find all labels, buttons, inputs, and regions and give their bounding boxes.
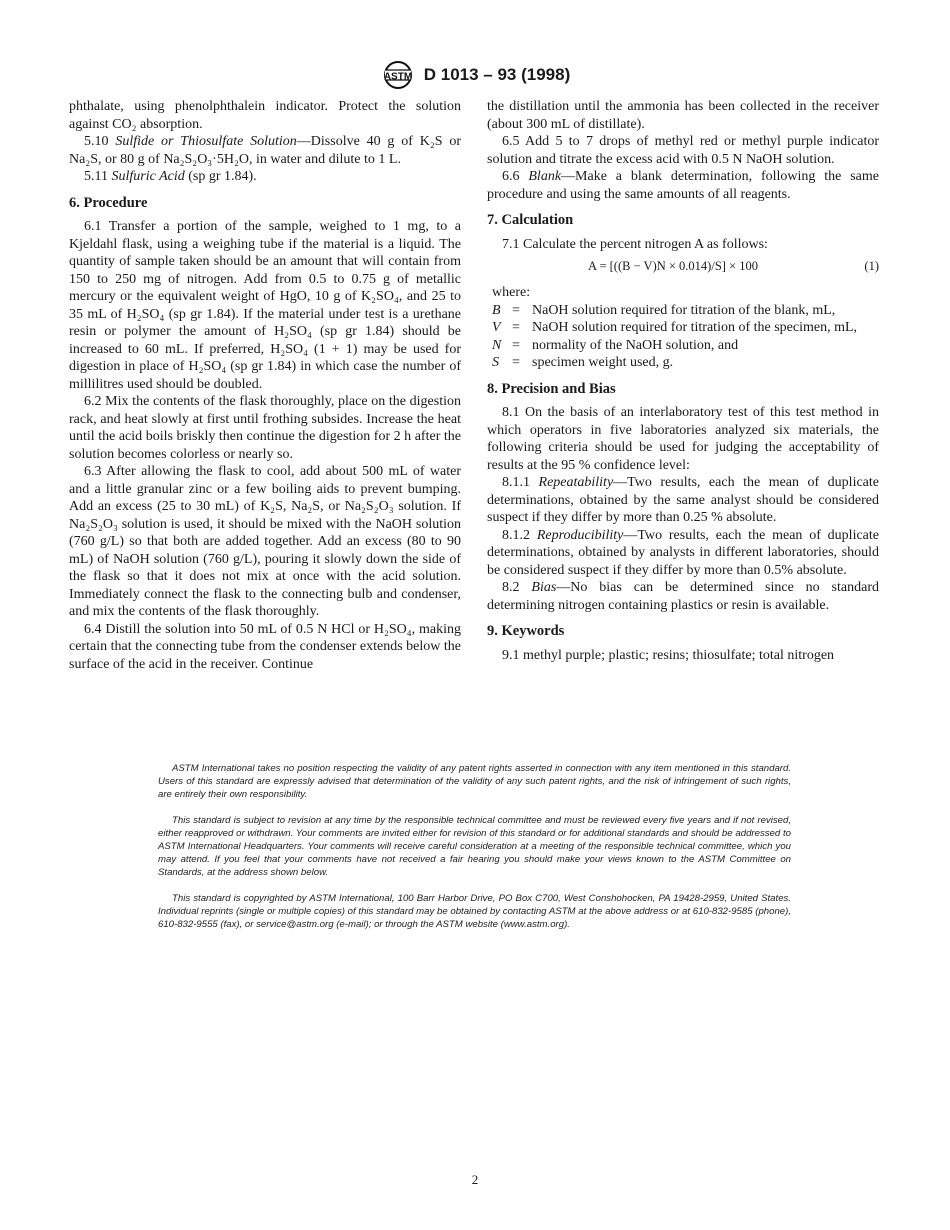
paragraph-8-1-2: 8.1.2 Reproducibility—Two results, each the mean of duplicate determinations, obtained by analysts in different laboratories, should be considered suspect if they differ by more than 0.5% absolute. [487,527,879,578]
patent-notice: ASTM International takes no position respecting the validity of any patent rights asserted in connection with any item mentioned in this standard. Users of this standard are expressly advised that determination of the validity of any such patent rights, and the risk of infringement of such rights, are entirely their own responsibility. [158,763,791,800]
astm-logo-icon [380,60,416,90]
variable-list [492,302,879,372]
variable-row: V = NaOH solution required for titration of the specimen, mL, [492,320,858,335]
variable-row: N = normality of the NaOH solution, and [492,337,739,353]
section-5-10: 5.10 Sulfide or Thiosulfate Solution—Dissolve 40 g of K₂S or Na₂S, or 80 g of Na₂S₂O₃·5H₂O, in water and dilute to 1 L. [69,134,461,167]
left-column [69,98,461,673]
variable-row: S = specimen weight used, g. [492,355,674,370]
page-header [0,60,950,90]
paragraph-8-1-1: 8.1.1 Repeatability—Two results, each the mean of duplicate determinations, obtained by the same analyst should be considered suspect if they differ by more than 0.25 % absolute. [487,475,879,525]
where-label: where: [492,285,531,300]
right-column [487,98,879,664]
heading-keywords: 9. Keywords [487,623,565,639]
paragraph-6-2: 6.2 Mix the contents of the flask thoroughly, place on the digestion rack, and heat slowly at first until frothing subsides. Increase the heat until the acid boils briskly then continue the digestion for 2 h after the solution becomes colorless or nearly so. [69,394,461,462]
paragraph-6-3: 6.3 After allowing the flask to cool, add about 500 mL of water and a little granular zinc or a few boiling aids to prevent bumping. Add an excess (25 to 30 mL) of K₂S, Na₂S, or Na₂S₂O₃ solution. If Na₂S₂O₃ solution is used, it should be mixed with the NaOH solution (760 g/L) so that both are added together. Add an excess (80 to 90 mL) of NaOH solution (760 g/L), pouring it slowly down the side of the flask so that it does not mix at once with the acid solution. Immediately connect the flask to the connecting bulb and condenser, and mix the contents of the flask thoroughly. [69,464,461,619]
section-title: Sulfuric Acid [111,169,185,184]
paragraph-6-6: 6.6 Blank—Make a blank determination, following the same procedure and using the same amounts of all reagents. [487,169,879,202]
continued-paragraph: phthalate, using phenolphthalein indicator. Protect the solution against CO₂ absorption. [69,99,461,132]
paragraph-7-1: 7.1 Calculate the percent nitrogen A as follows: [502,236,768,252]
paragraph-8-2: 8.2 Bias—No bias can be determined since no standard determining nitrogen containing plastics or resin is available. [487,580,879,613]
heading-calculation: 7. Calculation [487,212,574,228]
equation-expression: A = [((B − V)N × 0.014)/S] × 100 [588,259,758,273]
paragraph-6-4: 6.4 Distill the solution into 50 mL of 0.5 N HCl or H₂SO₄, making certain that the connecting tube from the condenser extends below the surface of the acid in the receiver. Continue [69,621,461,672]
heading-precision-bias: 8. Precision and Bias [487,380,616,397]
paragraph-9-1: 9.1 methyl purple; plastic; resins; thiosulfate; total nitrogen [502,647,835,663]
paragraph-6-1: 6.1 Transfer a portion of the sample, weighed to 1 mg, to a Kjeldahl flask, using a weighing tube if the material is a liquid. The quantity of sample taken should be an amount that will contain from 150 to 250 mg of nitrogen. Add from 0.5 to 0.75 g of metallic mercury or the equivalent weight of HgO, 10 g of K₂SO₄, and 25 to 35 mL of H₂SO₄ (sp gr 1.84). If the material under test is a urethane resin or polymer the amount of H₂SO₄ (sp gr 1.84) should be increased to 60 mL. If preferred, H₂SO₄ (1 + 1) may be used for digestion in place of H₂SO₄ (sp gr 1.84) in which case the number of millilitres used should be doubled. [69,219,461,392]
equation-1 [487,256,879,278]
heading-procedure: 6. Procedure [69,194,148,211]
document-designation: D 1013 – 93 (1998) [423,65,571,84]
svg-text:ASTM: ASTM [383,71,412,83]
equation-number: (1) [864,259,879,273]
variable-row: B = NaOH solution required for titration of the blank, mL, [492,302,836,318]
paragraph-6-5: 6.5 Add 5 to 7 drops of methyl red or methyl purple indicator solution and titrate the excess acid with 0.5 N NaOH solution. [487,134,879,167]
section-title: Sulfide or Thiosulfate Solution [115,134,297,149]
copyright-notice: This standard is copyrighted by ASTM International, 100 Barr Harbor Drive, PO Box C700, West Conshohocken, PA 19428-2959, United States. Individual reprints (single or multiple copies) of this standard may be obtained by contacting ASTM at the above address or at 610-832-9585 (phone), 610-832-9555 (fax), or service@astm.org (e-mail); or through the ASTM website (www.astm.org). [158,893,791,930]
paragraph-8-1: 8.1 On the basis of an interlaboratory test of this test method in which operators in five laboratories analyzed six materials, the following criteria should be used for judging the acceptability of results at the 95 % confidence level: [487,405,879,473]
legal-notices [158,762,791,944]
section-5-11: 5.11 Sulfuric Acid (sp gr 1.84). [84,169,257,184]
continued-paragraph: the distillation until the ammonia has been collected in the receiver (about 300 mL of distillate). [487,99,879,132]
page-number: 2 [471,1172,479,1187]
revision-notice: This standard is subject to revision at any time by the responsible technical committee and must be reviewed every five years and if not revised, either reapproved or withdrawn. Your comments are invited either for revision of this standard or for additional standards and should be addressed to ASTM International Headquarters. Your comments will receive careful consideration at a meeting of the responsible technical committee, which you may attend. If you feel that your comments have not received a fair hearing you should make your views known to the ASTM Committee on Standards, at the address shown below. [158,815,791,878]
